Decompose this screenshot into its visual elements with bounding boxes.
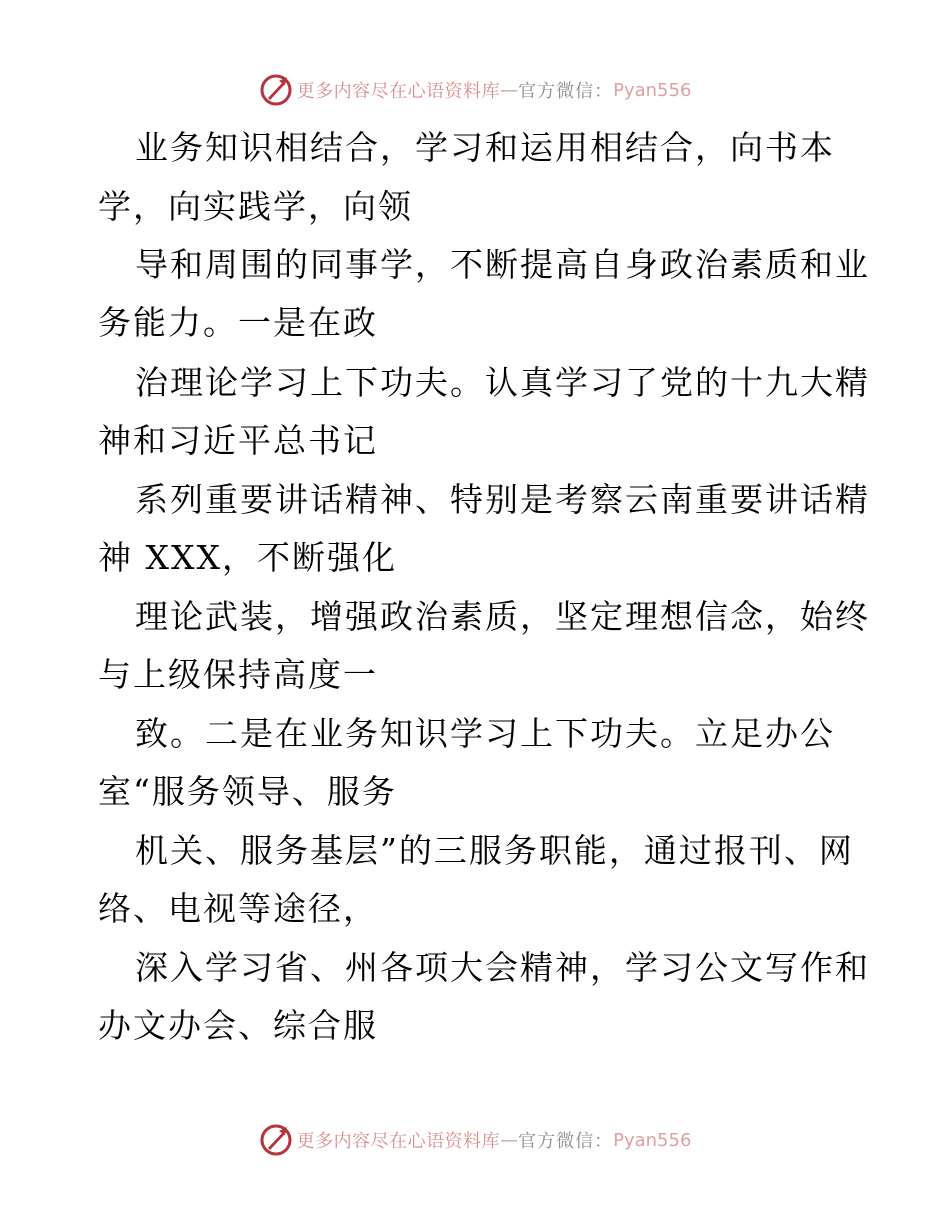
text-line: 神 XXX，不断强化	[98, 538, 397, 577]
banner-site-text: 更多内容尽在心语资料库	[296, 81, 501, 102]
banner-wechat-label: 官方微信：	[518, 81, 614, 102]
banner-dash: —	[500, 1129, 519, 1151]
text-line: 系列重要讲话精神、特别是考察云南重要讲话精	[135, 480, 870, 519]
text-line: 学，向实践学，向领	[98, 187, 413, 226]
text-line: 导和周围的同事学，不断提高自身政治素质和业	[135, 245, 870, 284]
header-banner	[0, 70, 950, 110]
text-line: 理论武装，增强政治素质，坚定理想信念，始终	[135, 597, 870, 636]
text-line: 络、电视等途径，	[98, 889, 378, 928]
text-line: 务能力。一是在政	[98, 303, 378, 342]
quill-logo-icon	[259, 73, 293, 107]
text-line: 办文办会、综合服	[98, 1006, 378, 1045]
banner-wechat-id: Pyan556	[613, 1129, 692, 1151]
banner-dash: —	[500, 79, 519, 101]
banner-site-text: 更多内容尽在心语资料库	[296, 1131, 501, 1152]
text-line: 与上级保持高度一	[98, 655, 378, 694]
text-line: 神和习近平总书记	[98, 421, 378, 460]
text-line: 业务知识相结合，学习和运用相结合，向书本	[135, 128, 835, 167]
quill-logo-icon	[259, 1123, 293, 1157]
banner-wechat-label: 官方微信：	[518, 1131, 614, 1152]
text-line: 致。二是在业务知识学习上下功夫。立足办公	[135, 714, 835, 753]
banner-wechat-id: Pyan556	[613, 79, 692, 101]
text-line: 深入学习省、州各项大会精神，学习公文写作和	[135, 948, 870, 987]
text-line: 治理论学习上下功夫。认真学习了党的十九大精	[135, 363, 870, 402]
footer-banner	[0, 1120, 950, 1160]
text-line: 机关、服务基层”的三服务职能，通过报刊、网	[135, 831, 854, 870]
text-line: 室“服务领导、服务	[98, 772, 397, 811]
